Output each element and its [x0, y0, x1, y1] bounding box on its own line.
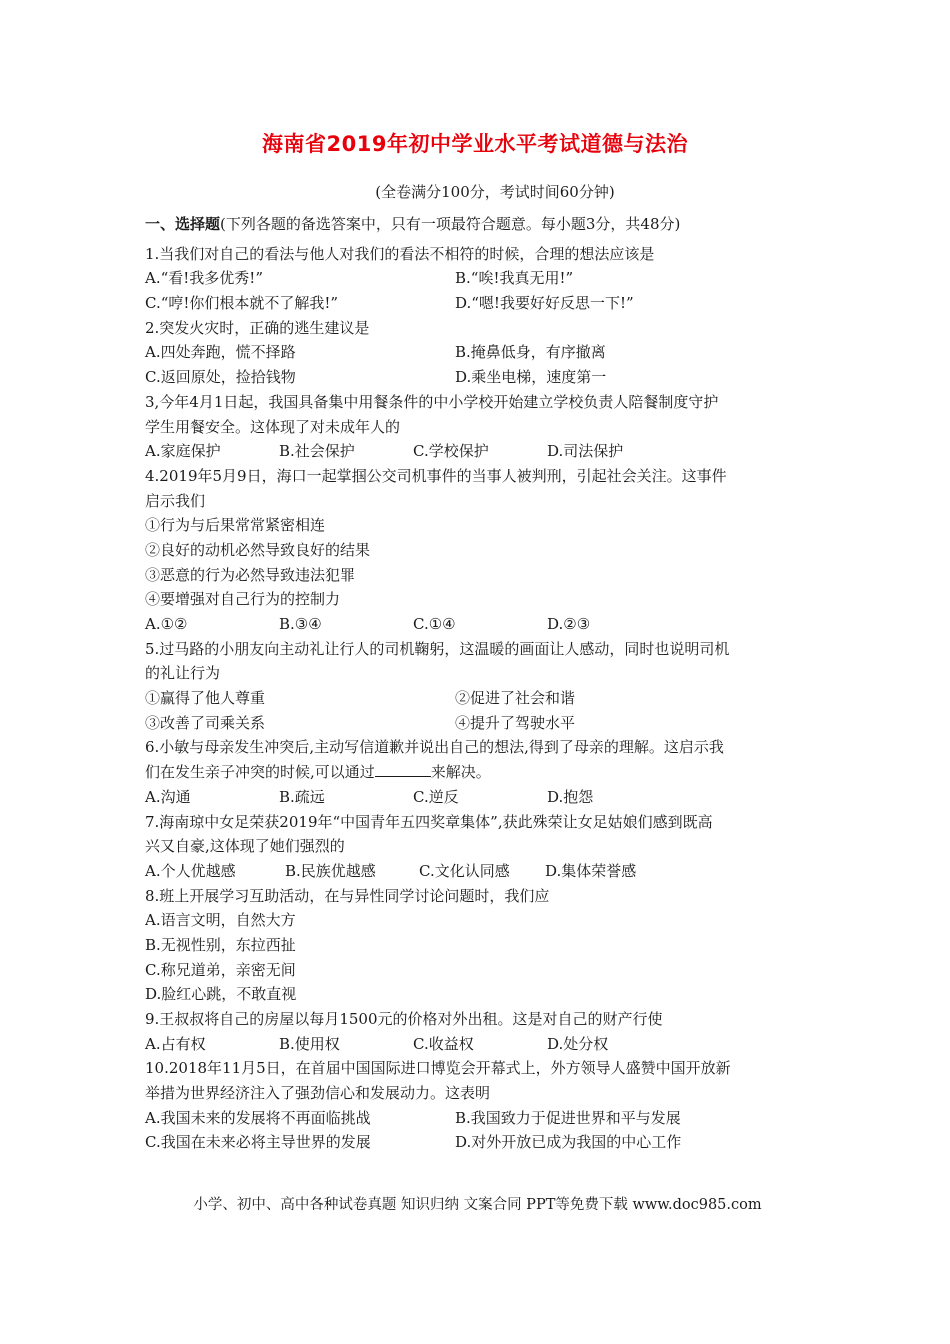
- question-9-option-b: B.使用权: [279, 1034, 340, 1053]
- question-3-option-c: C.学校保护: [413, 442, 489, 461]
- question-5-statement-2: ②促进了社会和谐: [455, 689, 576, 708]
- question-9-stem: 9.王叔叔将自己的房屋以每月1500元的价格对外出租。这是对自己的财产行使: [145, 1010, 663, 1028]
- question-9-option-d: D.处分权: [547, 1034, 609, 1053]
- question-5-stem-line-2: 的礼让行为: [145, 664, 221, 683]
- question-4-option-d: D.②③: [547, 615, 591, 633]
- question-2-option-d: D.乘坐电梯，速度第一: [455, 368, 607, 387]
- question-7-option-c: C.文化认同感: [419, 861, 510, 880]
- question-6-stem-part-2: 来解决。: [430, 763, 491, 782]
- question-1-option-d: D.“嗯!我要好好反思一下!”: [455, 294, 634, 313]
- question-9-options: [145, 1032, 815, 1057]
- question-5-statements-row-1: [145, 686, 815, 711]
- question-6-option-b: B.疏远: [279, 787, 325, 806]
- question-4-stem-line-1: 4.2019年5月9日，海口一起掌掴公交司机事件的当事人被判刑，引起社会关注。这事件: [145, 466, 727, 485]
- question-7-option-a: A.个人优越感: [145, 861, 236, 880]
- question-3-option-d: D.司法保护: [547, 442, 624, 461]
- question-2-option-c: C.返回原处，捡拾钱物: [145, 368, 296, 387]
- question-5-stem-line-1: 5.过马路的小朋友向主动礼让行人的司机鞠躬，这温暖的画面让人感动，同时也说明司机: [145, 639, 730, 658]
- question-6-stem-line-1: 6.小敏与母亲发生冲突后,主动写信道歉并说出自己的想法,得到了母亲的理解。这启示我: [145, 738, 724, 757]
- answer-blank: [375, 762, 431, 777]
- question-1-options-row-1: [145, 266, 815, 291]
- question-3-stem-line-2: 学生用餐安全。这体现了对未成年人的: [145, 417, 401, 436]
- question-6-options: [145, 785, 815, 810]
- question-5-statement-1: ①赢得了他人尊重: [145, 689, 266, 708]
- question-1-options-row-2: [145, 291, 815, 316]
- question-4-stem-line-2: 启示我们: [145, 491, 206, 510]
- question-6-stem-part-1: 们在发生亲子冲突的时候,可以通过: [145, 763, 375, 782]
- question-list: [145, 212, 815, 1155]
- question-1-option-b: B.“唉!我真无用!”: [455, 269, 574, 288]
- question-6-option-c: C.逆反: [413, 787, 459, 806]
- question-4-options: [145, 612, 815, 637]
- section-instructions: (下列各题的备选答案中，只有一项最符合题意。每小题3分，共48分): [220, 215, 681, 233]
- section-title: 一、选择题: [145, 215, 221, 233]
- question-4-option-b: B.③④: [279, 615, 322, 633]
- question-7-option-b: B.民族优越感: [285, 861, 376, 880]
- question-3-stem-line-1: 3,今年4月1日起，我国具备集中用餐条件的中小学校开始建立学校负责人陪餐制度守护: [145, 392, 719, 411]
- question-2-option-b: B.掩鼻低身，有序撤离: [455, 343, 606, 362]
- question-5-statement-4: ④提升了驾驶水平: [455, 713, 576, 732]
- question-10-option-a: A.我国未来的发展将不再面临挑战: [145, 1108, 371, 1127]
- question-2-option-a: A.四处奔跑，慌不择路: [145, 343, 296, 362]
- question-7-stem-line-1: 7.海南琼中女足荣获2019年“中国青年五四奖章集体”,获此殊荣让女足姑娘们感到既高: [145, 812, 713, 831]
- question-2-options-row-1: [145, 340, 815, 365]
- question-4-statement-2: ②良好的动机必然导致良好的结果: [145, 540, 371, 559]
- question-8-option-d: D.脸红心跳，不敢直视: [145, 985, 297, 1004]
- question-7-option-d: D.集体荣誉感: [545, 861, 637, 880]
- question-10-options-row-1: [145, 1106, 815, 1131]
- question-1-option-c: C.“哼!你们根本就不了解我!”: [145, 294, 339, 313]
- question-5-statements-row-2: [145, 711, 815, 736]
- question-7-options: [145, 859, 815, 884]
- section-heading: [145, 212, 815, 237]
- question-4-statement-4: ④要增强对自己行为的控制力: [145, 590, 341, 609]
- question-2-options-row-2: [145, 365, 815, 390]
- question-3-option-a: A.家庭保护: [145, 442, 221, 461]
- question-8-option-b: B.无视性别，东拉西扯: [145, 935, 296, 954]
- question-5-statement-3: ③改善了司乘关系: [145, 713, 266, 732]
- question-1-option-a: A.“看!我多优秀!”: [145, 269, 263, 288]
- question-8-option-c: C.称兄道弟，亲密无间: [145, 960, 296, 979]
- question-3-options: [145, 439, 815, 464]
- exam-title: 海南省2019年初中学业水平考试道德与法治: [262, 132, 688, 156]
- question-4-option-c: C.①④: [413, 615, 456, 633]
- question-10-options-row-2: [145, 1130, 815, 1155]
- footer-note: 小学、初中、高中各种试卷真题 知识归纳 文案合同 PPT等免费下载 www.doc985.com: [193, 1197, 762, 1213]
- question-10-option-d: D.对外开放已成为我国的中心工作: [455, 1133, 682, 1152]
- question-1-stem: 1.当我们对自己的看法与他人对我们的看法不相符的时候，合理的想法应该是: [145, 244, 655, 263]
- question-4-statement-1: ①行为与后果常常紧密相连: [145, 516, 326, 535]
- question-2-stem: 2.突发火灾时，正确的逃生建议是: [145, 318, 370, 337]
- question-8-stem: 8.班上开展学习互助活动，在与异性同学讨论问题时，我们应: [145, 886, 550, 905]
- question-3-option-b: B.社会保护: [279, 442, 355, 461]
- question-6-stem-line-2: [145, 760, 815, 785]
- question-9-option-a: A.占有权: [145, 1034, 206, 1053]
- question-6-option-d: D.抱怨: [547, 787, 594, 806]
- question-4-statement-3: ③恶意的行为必然导致违法犯罪: [145, 565, 356, 584]
- question-8-option-a: A.语言文明，自然大方: [145, 911, 296, 930]
- question-9-option-c: C.收益权: [413, 1034, 474, 1053]
- question-10-stem-line-2: 举措为世界经济注入了强劲信心和发展动力。这表明: [145, 1084, 491, 1103]
- question-7-stem-line-2: 兴又自豪,这体现了她们强烈的: [145, 837, 345, 856]
- question-10-stem-line-1: 10.2018年11月5日，在首届中国国际进口博览会开幕式上，外方领导人盛赞中国开放新: [145, 1059, 731, 1078]
- question-6-option-a: A.沟通: [145, 787, 191, 806]
- exam-subtitle: (全卷满分100分，考试时间60分钟): [375, 183, 615, 201]
- question-4-option-a: A.①②: [145, 615, 188, 633]
- question-10-option-b: B.我国致力于促进世界和平与发展: [455, 1108, 681, 1127]
- question-10-option-c: C.我国在未来必将主导世界的发展: [145, 1133, 371, 1152]
